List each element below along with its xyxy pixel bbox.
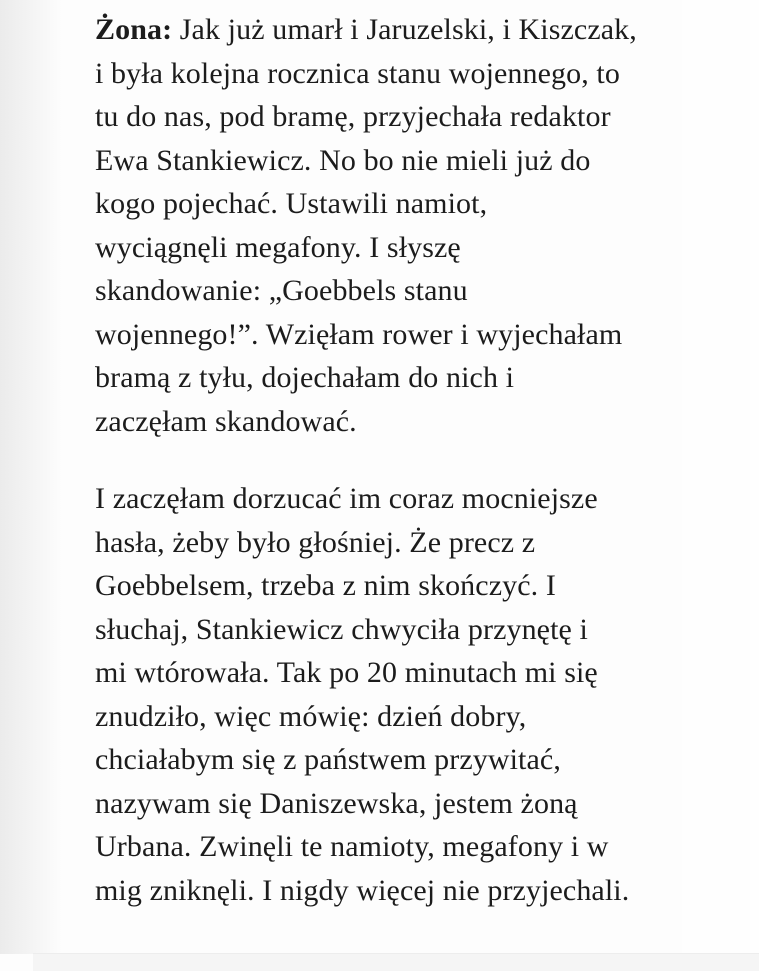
text-line: znudziło, więc mówię: dzień dobry, — [95, 699, 527, 733]
paragraph — [95, 8, 695, 443]
text-line: Goebbelsem, trzeba z nim skończyć. I — [95, 569, 556, 602]
speaker-label: Żona: — [95, 13, 173, 46]
bottom-edge-shading — [33, 953, 759, 971]
text-line: hasła, żeby było głośniej. Że precz z — [95, 525, 536, 559]
text-line: wyciągnęli megafony. I słyszę — [95, 230, 461, 264]
text-line: kogo pojechać. Ustawili namiot, — [95, 187, 488, 220]
article-text — [95, 8, 695, 912]
text-line: słuchaj, Stankiewicz chwyciła przynętę i — [95, 612, 588, 646]
text-line: bramą z tyłu, dojechałam do nich i — [95, 361, 515, 394]
text-line: Urbana. Zwinęli te namioty, megafony i w — [95, 830, 609, 863]
text-line: mig zniknęli. I nigdy więcej nie przyjechali. — [95, 873, 630, 907]
text-line: nazywam się Daniszewska, jestem żoną — [95, 786, 578, 820]
text-line: I zaczęłam dorzucać im coraz mocniejsze — [95, 482, 598, 515]
paragraph — [95, 477, 695, 912]
text-line: wojennego!”. Wzięłam rower i wyjechałam — [95, 317, 623, 351]
text-line: tu do nas, pod bramę, przyjechała redaktor — [95, 100, 611, 133]
left-edge-shading — [0, 0, 62, 954]
text-line: Ewa Stankiewicz. No bo nie mieli już do — [95, 143, 591, 177]
text-line: Żona: Jak już umarł i Jaruzelski, i Kiszczak, — [95, 13, 637, 46]
text-line: i była kolejna rocznica stanu wojennego, to — [95, 56, 620, 90]
text-line: mi wtórowała. Tak po 20 minutach mi się — [95, 656, 598, 689]
text-line: skandowanie: „Goebbels stanu — [95, 274, 468, 307]
text-line: zaczęłam skandować. — [95, 404, 357, 438]
text-line: chciałabym się z państwem przywitać, — [95, 743, 561, 776]
